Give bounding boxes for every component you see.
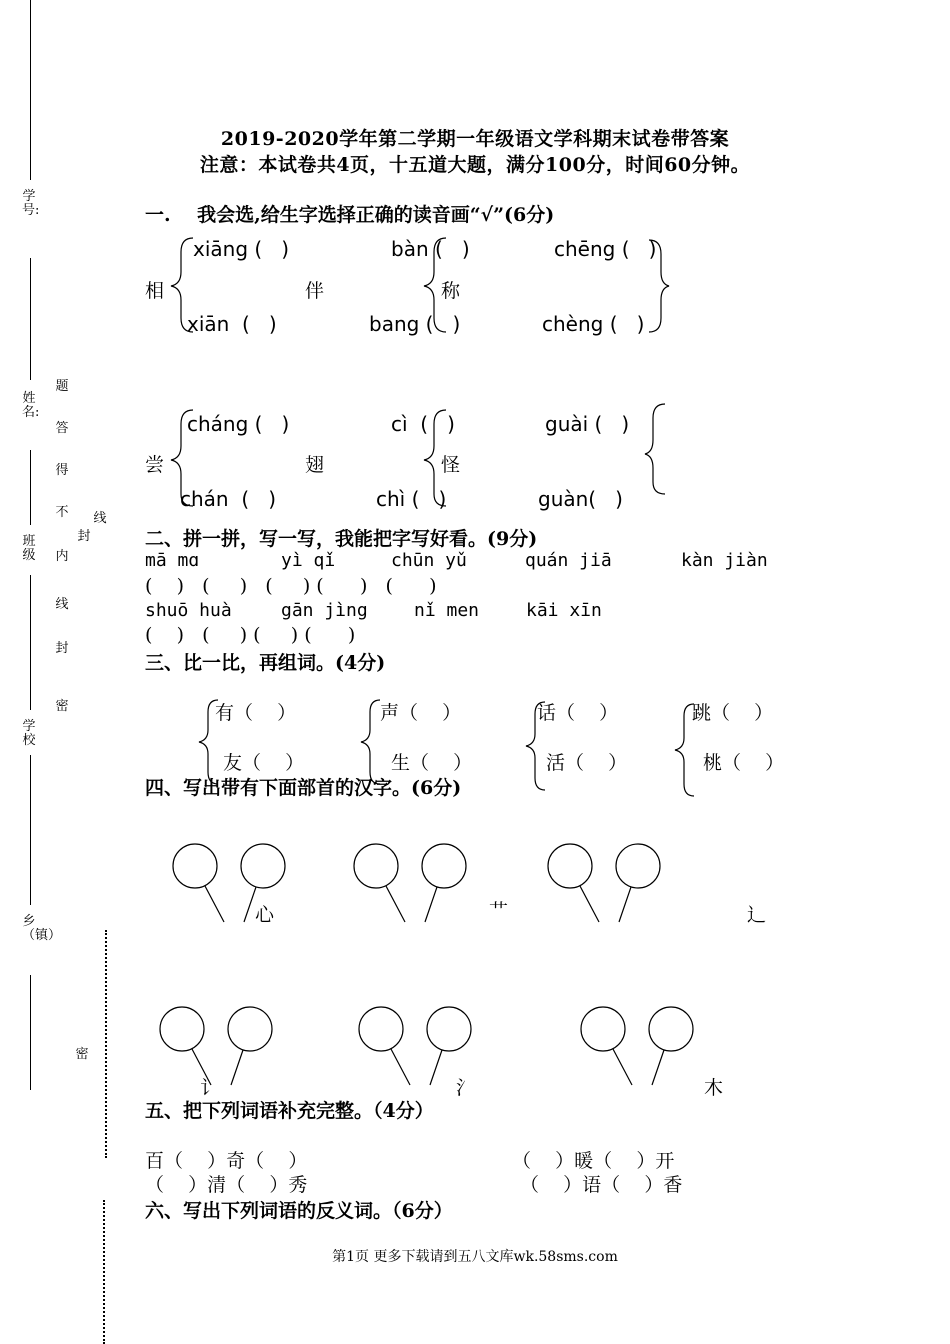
left-brace: [675, 704, 694, 796]
answer-blanks: ( ) ( ) ( ) ( ): [145, 624, 356, 646]
compare-word: 有（ ）: [215, 702, 297, 724]
pinyin-word: kàn jiàn: [681, 550, 768, 571]
margin-seal-char: 答: [55, 421, 69, 436]
pinyin-option: cì ( ): [391, 412, 455, 436]
section-6-title: 六、写出下列词语的反义词。（6分）: [145, 1200, 453, 1222]
radical-circles-xin: [173, 844, 285, 922]
answer-blanks: ( ) ( ) ( ) ( ) ( ): [145, 575, 437, 597]
pinyin-word: gān jìng: [281, 600, 368, 621]
margin-label-xiangzhen: 乡（镇）: [22, 914, 62, 943]
right-brace: [649, 240, 669, 332]
margin-seal-char: 封: [77, 529, 91, 544]
left-brace: [645, 404, 665, 494]
radical-circles-cao: [354, 844, 466, 922]
pinyin-word: kāi xīn: [526, 600, 602, 621]
pinyin-option: bàn ( ): [391, 237, 470, 261]
pinyin-word: nǐ men: [414, 600, 480, 621]
compare-word: 话（ ）: [537, 702, 619, 724]
pinyin-word: quán jiā: [525, 550, 612, 571]
char-cheng: 称: [441, 280, 461, 302]
radical-label: 心: [255, 904, 275, 926]
margin-seal-char: 封: [55, 641, 69, 656]
exam-notice: 注意：本试卷共4页，十五道大题，满分100分，时间60分钟。: [199, 154, 751, 176]
pinyin-word: chūn yǔ: [391, 550, 467, 571]
pinyin-option: guài ( ): [545, 412, 630, 436]
pinyin-option: chèng ( ): [542, 312, 645, 336]
idiom-blank: （ ）语（ ）香: [520, 1174, 683, 1196]
page-footer: 第1页 更多下载请到五八文库wk.58sms.com: [332, 1249, 618, 1265]
margin-seal-char: 内: [55, 549, 69, 564]
char-xiang: 相: [145, 280, 165, 302]
compare-word: 声（ ）: [380, 702, 462, 724]
left-brace: [199, 700, 218, 784]
pinyin-option: chán ( ): [180, 487, 276, 511]
pinyin-option: xiān ( ): [187, 312, 277, 336]
margin-seal-char: 题: [55, 379, 69, 394]
radical-label: 艹: [489, 900, 509, 922]
margin-label-banji: 班级: [22, 534, 36, 563]
left-brace: [424, 410, 446, 506]
margin-seal-char: 线: [93, 511, 107, 526]
compare-word: 跳（ ）: [692, 702, 774, 724]
pinyin-option: bang ( ): [369, 312, 461, 336]
idiom-blank: （ ）暖（ ）开: [512, 1150, 675, 1172]
margin-seal-char: 密: [75, 1047, 89, 1062]
pinyin-word: yì qǐ: [281, 550, 336, 571]
char-chang: 尝: [145, 454, 165, 476]
radical-circles-yan: [160, 1007, 272, 1085]
char-ban: 伴: [305, 280, 325, 302]
compare-word: 桃（ ）: [703, 752, 785, 774]
idiom-blank: 百（ ）奇（ ）: [145, 1150, 308, 1172]
char-guai: 怪: [441, 454, 461, 476]
margin-label-xingming: 姓名:: [22, 391, 40, 420]
left-brace: [171, 410, 193, 506]
pinyin-option: guàn( ): [538, 487, 623, 511]
pinyin-option: xiāng ( ): [193, 237, 290, 261]
radical-label: 氵: [456, 1077, 476, 1099]
radical-circles-chuo: [548, 844, 660, 922]
compare-word: 友（ ）: [223, 752, 305, 774]
margin-seal-char: 线: [55, 597, 69, 612]
section-5-title: 五、把下列词语补充完整。（4分）: [145, 1100, 434, 1122]
margin-seal-char: 密: [55, 699, 69, 714]
section-3-title: 三、比一比，再组词。(4分): [145, 652, 386, 674]
char-chi: 翅: [305, 454, 325, 476]
section-2-title: 二、拼一拼，写一写，我能把字写好看。(9分): [145, 528, 538, 550]
margin-label-xuehao: 学号:: [22, 189, 40, 218]
pinyin-option: chēng ( ): [554, 237, 657, 261]
page-title: 2019-2020学年第二学期一年级语文学科期末试卷带答案: [220, 128, 730, 150]
left-brace: [361, 700, 380, 784]
radical-label: 辶: [747, 904, 767, 926]
idiom-blank: （ ）清（ ）秀: [145, 1174, 308, 1196]
radical-circles-shui: [359, 1007, 471, 1085]
radical-circles-mu: [581, 1007, 693, 1085]
margin-label-xuexiao: 学校: [22, 719, 36, 748]
compare-word: 活（ ）: [546, 752, 628, 774]
section-1-title: 一. 我会选,给生字选择正确的读音画“√”(6分): [145, 204, 555, 226]
radical-label: 讠: [200, 1077, 220, 1099]
left-brace: [171, 238, 193, 332]
compare-word: 生（ ）: [391, 752, 473, 774]
margin-seal-char: 得: [55, 463, 69, 478]
pinyin-option: chì ( ): [376, 487, 447, 511]
left-brace: [424, 238, 446, 332]
section-4-title: 四、写出带有下面部首的汉字。(6分): [145, 777, 462, 799]
radical-label: 木: [704, 1077, 724, 1099]
pinyin-word: mā mɑ: [145, 550, 200, 571]
margin-seal-char: 不: [55, 505, 69, 520]
pinyin-word: shuō huà: [145, 600, 232, 621]
left-brace: [526, 702, 545, 790]
pinyin-option: cháng ( ): [187, 412, 290, 436]
